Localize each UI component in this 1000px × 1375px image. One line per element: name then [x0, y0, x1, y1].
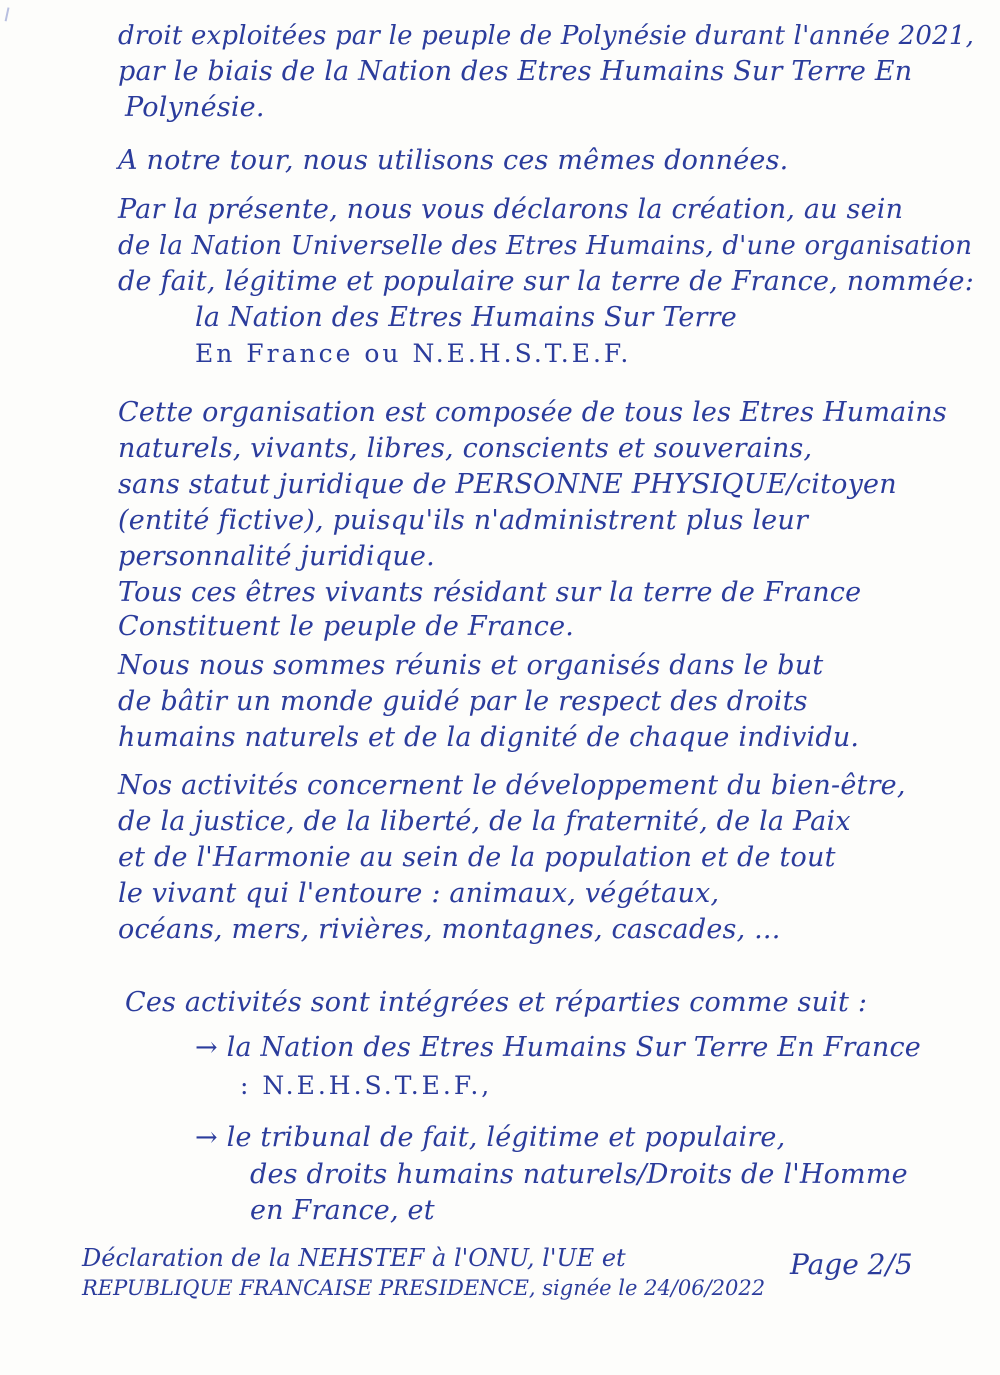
- text-line: de fait, légitime et populaire sur la terre de France, nommée:: [118, 266, 975, 297]
- text-line: de bâtir un monde guidé par le respect des droits: [118, 686, 808, 717]
- text-line: océans, mers, rivières, montagnes, cascades, ...: [118, 914, 781, 945]
- text-line: droit exploitées par le peuple de Polynésie durant l'année 2021,: [118, 21, 975, 51]
- text-line: Cette organisation est composée de tous les Etres Humains: [118, 397, 947, 428]
- page-number: Page 2/5: [790, 1248, 913, 1281]
- list-item: → la Nation des Etres Humains Sur Terre En France: [195, 1032, 921, 1063]
- text-line: En France ou N.E.H.S.T.E.F.: [195, 339, 632, 368]
- text-line: A notre tour, nous utilisons ces mêmes données.: [118, 145, 789, 176]
- list-item-continuation: en France, et: [250, 1195, 435, 1226]
- text-line: de la justice, de la liberté, de la fraternité, de la Paix: [118, 806, 851, 837]
- text-line: le vivant qui l'entoure : animaux, végétaux,: [118, 878, 720, 909]
- corner-pen-mark: [5, 7, 16, 22]
- text-line: de la Nation Universelle des Etres Humains, d'une organisation: [118, 231, 973, 261]
- text-line: (entité fictive), puisqu'ils n'administrent plus leur: [118, 505, 809, 536]
- text-line: par le biais de la Nation des Etres Humains Sur Terre En: [118, 56, 913, 87]
- text-line: Tous ces êtres vivants résidant sur la terre de France: [118, 577, 862, 608]
- footer-line-2: REPUBLIQUE FRANCAISE PRESIDENCE, signée le 24/06/2022: [82, 1276, 766, 1300]
- text-line: humains naturels et de la dignité de chaque individu.: [118, 722, 860, 753]
- list-item-continuation: : N.E.H.S.T.E.F.,: [240, 1071, 493, 1100]
- footer-line-1: Déclaration de la NEHSTEF à l'ONU, l'UE et: [82, 1244, 626, 1272]
- text-line: la Nation des Etres Humains Sur Terre: [195, 302, 737, 333]
- text-line: naturels, vivants, libres, conscients et souverains,: [118, 433, 813, 464]
- text-line: sans statut juridique de PERSONNE PHYSIQUE/citoyen: [118, 469, 897, 500]
- text-line: Nos activités concernent le développement du bien-être,: [118, 770, 906, 801]
- text-line: Polynésie.: [125, 92, 265, 123]
- text-line: Constituent le peuple de France.: [118, 611, 575, 642]
- text-line: Par la présente, nous vous déclarons la création, au sein: [118, 194, 904, 225]
- text-line: Nous nous sommes réunis et organisés dans le but: [118, 650, 824, 681]
- text-line: et de l'Harmonie au sein de la population et de tout: [118, 842, 836, 873]
- list-item: → le tribunal de fait, légitime et populaire,: [195, 1122, 786, 1153]
- text-line: Ces activités sont intégrées et réparties comme suit :: [125, 987, 868, 1018]
- list-item-continuation: des droits humains naturels/Droits de l'Homme: [250, 1159, 908, 1190]
- text-line: personnalité juridique.: [118, 541, 435, 572]
